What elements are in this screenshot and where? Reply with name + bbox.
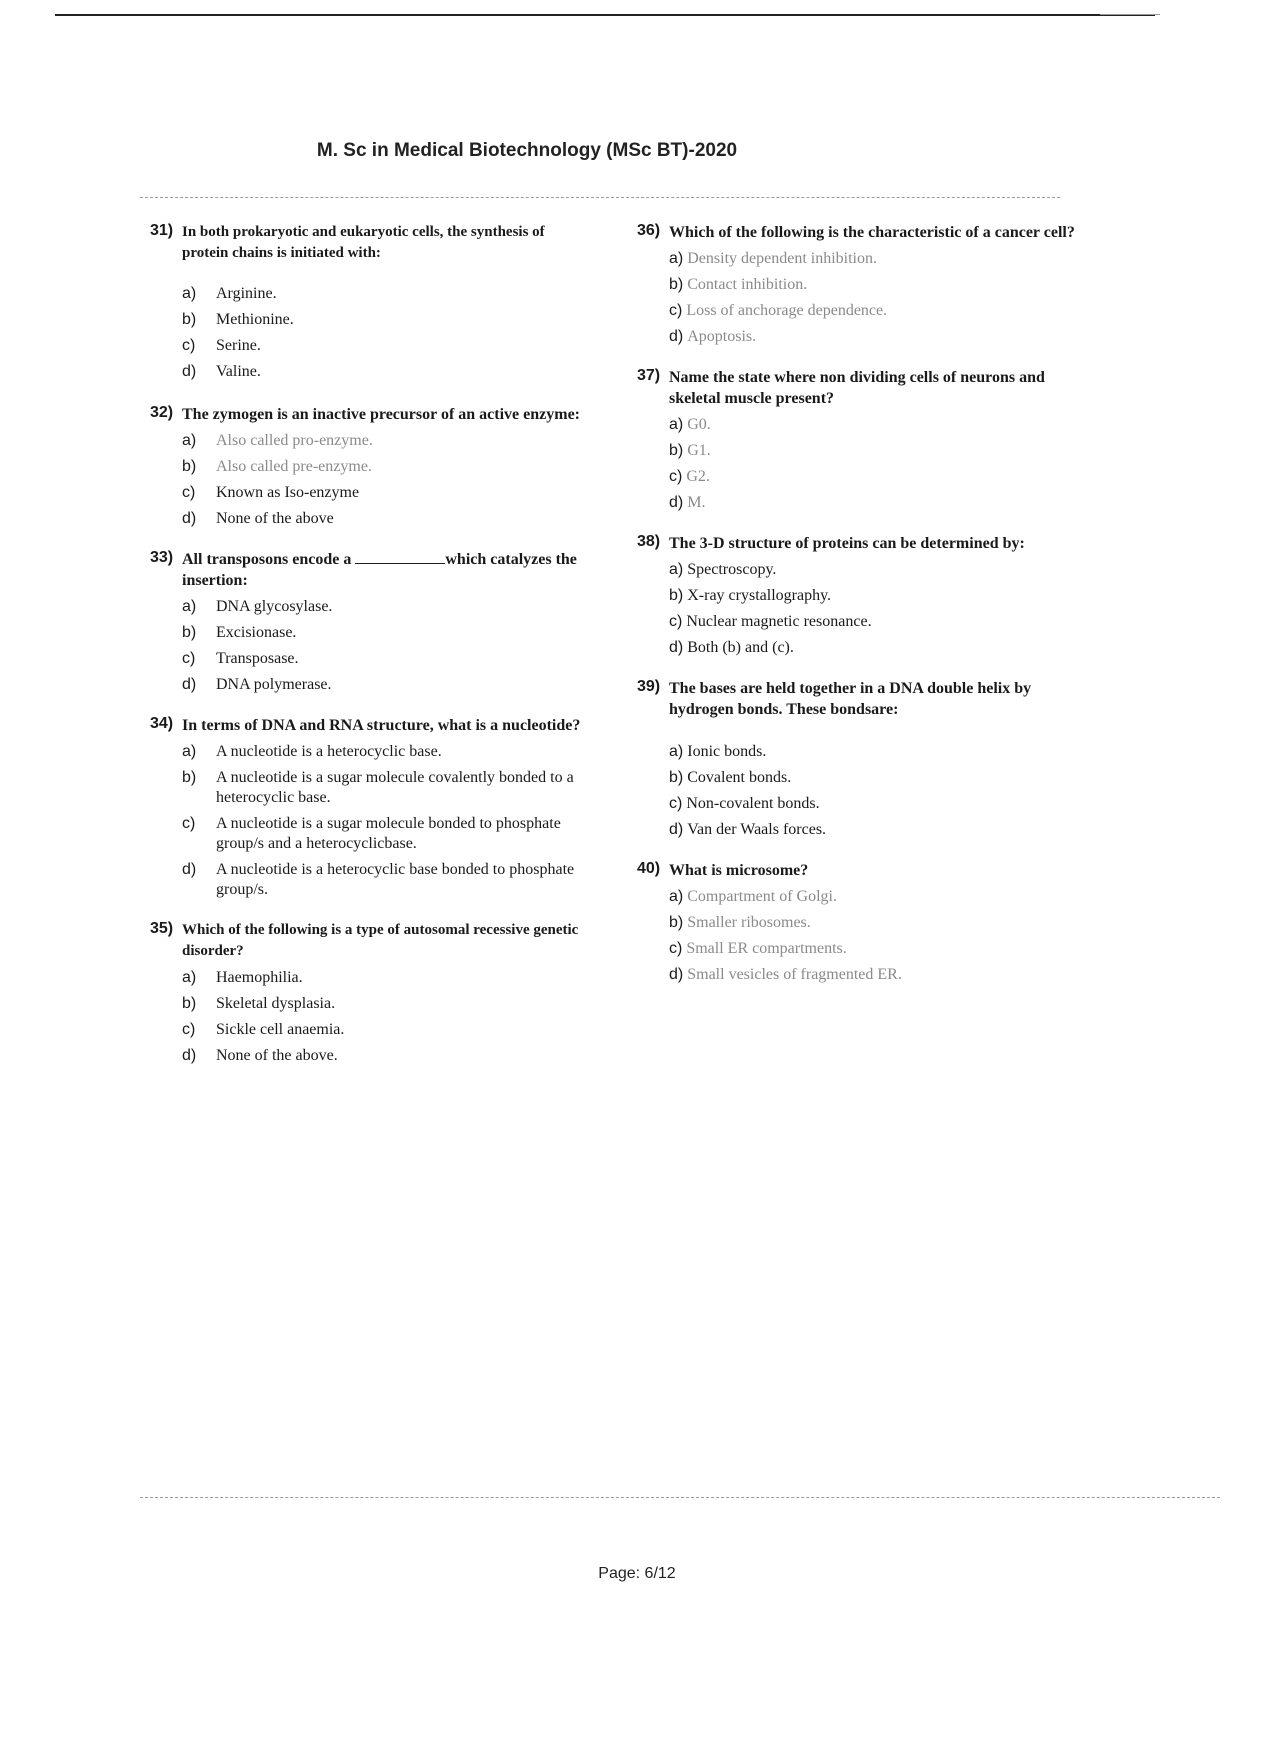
option-a: a) DNA glycosylase.	[182, 598, 333, 615]
option-c: c) Loss of anchorage dependence.	[669, 302, 888, 319]
option-c: c) Known as Iso-enzyme	[182, 484, 360, 501]
header-divider	[140, 197, 1060, 198]
option-a: a) Spectroscopy.	[669, 561, 777, 578]
option-b: b) Methionine.	[182, 311, 294, 328]
option-a: a) A nucleotide is a heterocyclic base.	[182, 743, 442, 760]
question-number: 38)	[637, 533, 661, 550]
option-c: c) Sickle cell anaemia.	[182, 1021, 345, 1038]
question-number: 37)	[637, 367, 661, 384]
question-31	[150, 222, 590, 382]
question-32	[150, 404, 590, 529]
question-37	[637, 367, 1077, 513]
option-d: d) DNA polymerase.	[182, 676, 332, 693]
option-b: b) Skeletal dysplasia.	[182, 995, 336, 1012]
page-number: Page: 6/12	[598, 1565, 676, 1582]
option-a: a) Compartment of Golgi.	[669, 888, 837, 905]
option-b: b) G1.	[669, 442, 711, 459]
option-b: b) Covalent bonds.	[669, 769, 792, 786]
question-text: The bases are held together in a DNA double helix by hydrogen bonds. These bondsare:	[669, 680, 1032, 718]
fill-in-blank	[355, 549, 445, 564]
question-text: In both prokaryotic and eukaryotic cells, the synthesis of protein chains is initiated with:	[182, 224, 545, 261]
option-b: b) Smaller ribosomes.	[669, 914, 811, 931]
option-c: c) Transposase.	[182, 650, 299, 667]
option-a: a) Haemophilia.	[182, 969, 303, 986]
top-border-line	[55, 14, 1155, 16]
question-number: 34)	[150, 715, 174, 732]
option-d: d) Van der Waals forces.	[669, 821, 827, 838]
option-d: d) Apoptosis.	[669, 328, 757, 345]
question-33	[150, 549, 590, 695]
question-text: Name the state where non dividing cells of neurons and skeletal muscle present?	[669, 369, 1045, 407]
question-text: Which of the following is the characteristic of a cancer cell?	[669, 224, 1075, 241]
question-number: 32)	[150, 404, 174, 421]
question-38	[637, 533, 1077, 658]
left-column	[150, 222, 590, 1086]
option-d: d) M.	[669, 494, 706, 511]
question-text: The 3-D structure of proteins can be determined by:	[669, 535, 1025, 552]
question-text: The zymogen is an inactive precursor of an active enzyme:	[182, 406, 581, 423]
page-title: M. Sc in Medical Biotechnology (MSc BT)-2020	[316, 140, 738, 161]
question-text: What is microsome?	[669, 862, 809, 879]
option-b: b) X-ray crystallography.	[669, 587, 832, 604]
question-39	[637, 678, 1077, 840]
option-c: c) G2.	[669, 468, 710, 485]
question-number: 33)	[150, 549, 174, 566]
footer-divider	[140, 1497, 1220, 1498]
option-c: c) A nucleotide is a sugar molecule bonded to phosphate group/s and a heterocyclicbase.	[182, 815, 561, 852]
option-b: b) A nucleotide is a sugar molecule covalently bonded to a heterocyclic base.	[182, 769, 574, 806]
question-text: All transposons encode a which catalyzes the insertion:	[182, 551, 577, 589]
option-d: d) A nucleotide is a heterocyclic base bonded to phosphate group/s.	[182, 861, 575, 898]
option-a: a) Density dependent inhibition.	[669, 250, 877, 267]
question-number: 36)	[637, 222, 661, 239]
option-c: c) Serine.	[182, 337, 261, 354]
question-number: 40)	[637, 860, 661, 877]
question-number: 35)	[150, 920, 174, 937]
question-34	[150, 715, 590, 900]
question-number: 31)	[150, 222, 174, 239]
option-a: a) G0.	[669, 416, 711, 433]
option-c: c) Small ER compartments.	[669, 940, 847, 957]
question-number: 39)	[637, 678, 661, 695]
option-d: d) Valine.	[182, 363, 261, 380]
option-a: a) Ionic bonds.	[669, 743, 767, 760]
question-36	[637, 222, 1077, 347]
question-35	[150, 920, 590, 1066]
option-c: c) Nuclear magnetic resonance.	[669, 613, 872, 630]
question-40	[637, 860, 1077, 985]
option-b: b) Contact inhibition.	[669, 276, 808, 293]
option-a: a) Arginine.	[182, 285, 277, 302]
option-d: d) None of the above.	[182, 1047, 338, 1064]
option-a: a) Also called pro-enzyme.	[182, 432, 373, 449]
option-d: d) None of the above	[182, 510, 334, 527]
right-column	[637, 222, 1077, 1005]
option-b: b) Also called pre-enzyme.	[182, 458, 372, 475]
option-b: b) Excisionase.	[182, 624, 297, 641]
option-d: d) Both (b) and (c).	[669, 639, 794, 656]
option-d: d) Small vesicles of fragmented ER.	[669, 966, 902, 983]
question-text: In terms of DNA and RNA structure, what is a nucleotide?	[182, 717, 581, 734]
top-border-line-faint	[1100, 14, 1160, 15]
question-text: Which of the following is a type of autosomal recessive genetic disorder?	[182, 922, 579, 959]
option-c: c) Non-covalent bonds.	[669, 795, 820, 812]
